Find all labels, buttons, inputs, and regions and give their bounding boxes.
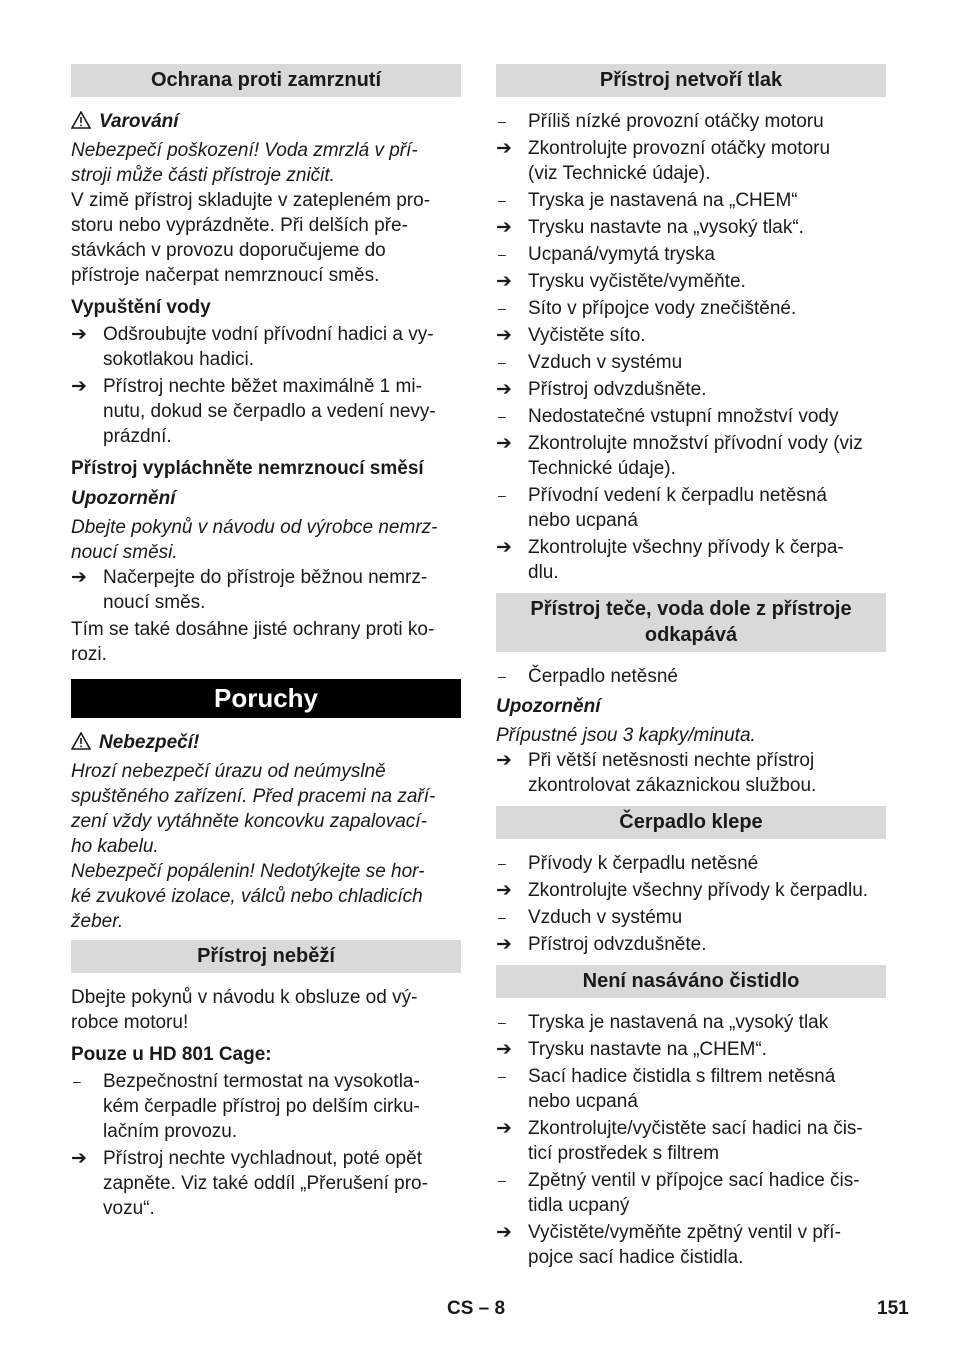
dash-marker: – — [498, 354, 506, 370]
subheading-drain: Vypuštění vody — [71, 297, 211, 318]
list-item — [71, 1146, 461, 1221]
list-item — [496, 377, 886, 402]
text-line: Zpětný ventil v přípojce sací hadice čis- — [528, 1170, 860, 1191]
text-line: Načerpejte do přístroje běžnou nemrz- — [103, 567, 428, 588]
arrow-icon: ➔ — [496, 880, 512, 901]
dash-marker: – — [498, 113, 506, 129]
arrow-icon: ➔ — [496, 934, 512, 955]
list-item — [71, 565, 461, 615]
dash-marker: – — [73, 1073, 81, 1089]
text-line: zapněte. Viz také oddíl „Přerušení pro- — [103, 1173, 428, 1194]
text-line: spuštěného zařízení. Před pracemi na zaří- — [71, 786, 436, 807]
list-item — [496, 664, 886, 689]
arrow-icon: ➔ — [71, 1148, 87, 1169]
text-line: Při větší netěsnosti nechte přístroj — [528, 750, 815, 771]
text-line: Dbejte pokynů v návodu od výrobce nemrz- — [71, 517, 438, 538]
text-line: Zkontrolujte všechny přívody k čerpa- — [528, 537, 844, 558]
text-line: Přístroj odvzdušněte. — [528, 379, 707, 400]
paragraph-corrosion — [71, 617, 461, 667]
arrow-icon: ➔ — [71, 376, 87, 397]
text-line: prázdní. — [103, 426, 172, 447]
list-item — [71, 1069, 461, 1144]
text-line: nutu, dokud se čerpadlo a vedení nevy- — [103, 401, 436, 422]
list-item — [496, 323, 886, 348]
text-line: sokotlakou hadici. — [103, 349, 255, 370]
list-item — [496, 296, 886, 321]
text-line: rozi. — [71, 644, 107, 665]
text-line: Zkontrolujte všechny přívody k čerpadlu. — [528, 880, 869, 901]
text-line: Dbejte pokynů v návodu k obsluze od vý- — [71, 987, 418, 1008]
right-column — [496, 64, 886, 1272]
warning-triangle-icon — [71, 732, 91, 750]
dash-marker: – — [498, 246, 506, 262]
text-line: dlu. — [528, 562, 559, 583]
list-item — [496, 242, 886, 267]
text-line: ticí prostředek s filtrem — [528, 1143, 720, 1164]
text-line: noucí směs. — [103, 592, 206, 613]
text-line: Vyčistěte/vyměňte zpětný ventil v pří- — [528, 1222, 841, 1243]
arrow-icon: ➔ — [496, 217, 512, 238]
note-label: Upozornění — [71, 488, 176, 509]
arrow-icon: ➔ — [496, 1222, 512, 1243]
text-line: Hrozí nebezpečí úrazu od neúmyslně — [71, 761, 386, 782]
footer-section: CS – 8 — [447, 1298, 506, 1319]
danger-label — [71, 730, 461, 755]
text-line: Tryska je nastavená na „CHEM“ — [528, 190, 798, 211]
section-heading-frost: Ochrana proti zamrznutí — [71, 64, 461, 97]
text-line: Vzduch v systému — [528, 907, 683, 928]
text-line: Trysku vyčistěte/vyměňte. — [528, 271, 746, 292]
arrow-icon: ➔ — [71, 567, 87, 588]
text-line: Nedostatečné vstupní množství vody — [528, 406, 839, 427]
list-item — [71, 322, 461, 372]
text-line: odkapává — [644, 624, 738, 646]
text-line: Zkontrolujte množství přívodní vody (viz — [528, 433, 863, 454]
text-line: Tryska je nastavená na „vysoký tlak — [528, 1012, 829, 1033]
chapter-heading-faults: Poruchy — [71, 679, 461, 718]
list-item — [496, 404, 886, 429]
text-line: stávkách v provozu doporučujeme do — [71, 240, 386, 261]
danger-text — [71, 759, 461, 934]
list-item — [496, 1010, 886, 1035]
arrow-icon: ➔ — [496, 537, 512, 558]
text-line: nebo ucpaná — [528, 510, 638, 531]
text-line: V zimě přístroj skladujte v zatepleném pro- — [71, 190, 431, 211]
text-line: noucí směsi. — [71, 542, 178, 563]
arrow-icon: ➔ — [496, 1039, 512, 1060]
list-item — [496, 269, 886, 294]
list-item — [496, 215, 886, 240]
text-line: Trysku nastavte na „vysoký tlak“. — [528, 217, 804, 238]
text-line: Síto v přípojce vody znečištěné. — [528, 298, 797, 319]
list-item — [496, 905, 886, 930]
page-number: 151 — [877, 1298, 909, 1319]
text-line: Přístroj nechte vychladnout, poté opět — [103, 1148, 422, 1169]
arrow-icon: ➔ — [496, 271, 512, 292]
paragraph-storage — [71, 188, 461, 288]
text-line: Technické údaje). — [528, 458, 676, 479]
arrow-icon: ➔ — [496, 379, 512, 400]
arrow-icon: ➔ — [496, 138, 512, 159]
text-line: Zkontrolujte/vyčistěte sací hadici na čis- — [528, 1118, 863, 1139]
text-line: storu nebo vyprázdněte. Při delších pře- — [71, 215, 408, 236]
dash-marker: – — [498, 408, 506, 424]
left-column — [71, 64, 461, 1223]
list-item — [496, 535, 886, 585]
danger-label-text: Nebezpečí! — [99, 732, 200, 753]
text-line: zkontrolovat zákaznickou službou. — [528, 775, 817, 796]
section-heading-not-running: Přístroj neběží — [71, 940, 461, 973]
text-line: pojce sací hadice čistidla. — [528, 1247, 744, 1268]
text-line: kém čerpadle přístroj po delším cirku- — [103, 1096, 420, 1117]
dash-marker: – — [498, 668, 506, 684]
list-item — [496, 1220, 886, 1270]
text-line: Přívody k čerpadlu netěsné — [528, 853, 759, 874]
warning-label — [71, 109, 461, 134]
subheading-hd801: Pouze u HD 801 Cage: — [71, 1044, 272, 1065]
arrow-icon: ➔ — [71, 324, 87, 345]
text-line: vozu“. — [103, 1198, 155, 1219]
arrow-icon: ➔ — [496, 433, 512, 454]
list-pump-knocks — [496, 851, 886, 957]
text-line: žeber. — [71, 911, 124, 932]
list-item — [496, 350, 886, 375]
list-item — [71, 374, 461, 449]
arrow-icon: ➔ — [496, 325, 512, 346]
list-item — [496, 188, 886, 213]
note-text — [71, 515, 461, 565]
list-item — [496, 109, 886, 134]
list-item — [496, 932, 886, 957]
list-no-detergent — [496, 1010, 886, 1270]
dash-marker: – — [498, 1014, 506, 1030]
dash-marker: – — [498, 1068, 506, 1084]
text-line: Vyčistěte síto. — [528, 325, 646, 346]
text-line: Přívodní vedení k čerpadlu netěsná — [528, 485, 827, 506]
text-line: Nebezpečí popálenin! Nedotýkejte se hor- — [71, 861, 425, 882]
list-item — [496, 483, 886, 533]
section-heading-no-detergent: Není nasáváno čistidlo — [496, 965, 886, 998]
list-item — [496, 1168, 886, 1218]
text-line: Příliš nízké provozní otáčky motoru — [528, 111, 824, 132]
text-line: ké zvukové izolace, válců nebo chladicích — [71, 886, 423, 907]
list-no-pressure — [496, 109, 886, 585]
text-line: Trysku nastavte na „CHEM“. — [528, 1039, 767, 1060]
list-item — [496, 878, 886, 903]
text-line: Ucpaná/vymytá tryska — [528, 244, 715, 265]
text-line: zení vždy vytáhněte koncovku zapalovací- — [71, 811, 427, 832]
list-item — [496, 851, 886, 876]
text-line: stroji může části přístroje zničit. — [71, 165, 335, 186]
text-line: Čerpadlo netěsné — [528, 666, 678, 687]
text-line: Nebezpečí poškození! Voda zmrzlá v pří- — [71, 140, 418, 161]
dash-marker: – — [498, 192, 506, 208]
text-line: Sací hadice čistidla s filtrem netěsná — [528, 1066, 836, 1087]
text-line: Bezpečnostní termostat na vysokotla- — [103, 1071, 420, 1092]
text-line: Zkontrolujte provozní otáčky motoru — [528, 138, 831, 159]
text-line: lačním provozu. — [103, 1121, 238, 1142]
text-line: ho kabelu. — [71, 836, 159, 857]
subheading-flush: Přístroj vypláchněte nemrznoucí směsí — [71, 458, 424, 479]
dash-marker: – — [498, 855, 506, 871]
list-item — [496, 431, 886, 481]
dash-marker: – — [498, 300, 506, 316]
text-line: (viz Technické údaje). — [528, 163, 711, 184]
text-line: tidla ucpaný — [528, 1195, 630, 1216]
text-line: přístroje načerpat nemrznoucí směs. — [71, 265, 380, 286]
warning-triangle-icon — [71, 111, 91, 129]
warning-label-text: Varování — [99, 111, 179, 132]
dash-marker: – — [498, 487, 506, 503]
dash-marker: – — [498, 1172, 506, 1188]
list-item — [496, 748, 886, 798]
paragraph-motor — [71, 985, 461, 1035]
section-heading-pump-knocks: Čerpadlo klepe — [496, 806, 886, 839]
list-item — [496, 1064, 886, 1114]
text-line: Vzduch v systému — [528, 352, 683, 373]
section-heading-no-pressure: Přístroj netvoří tlak — [496, 64, 886, 97]
list-item — [496, 1037, 886, 1062]
text-line: Tím se také dosáhne jisté ochrany proti ko- — [71, 619, 435, 640]
dash-marker: – — [498, 909, 506, 925]
text-line: Přístroj nechte běžet maximálně 1 mi- — [103, 376, 422, 397]
text-line: Odšroubujte vodní přívodní hadici a vy- — [103, 324, 434, 345]
arrow-icon: ➔ — [496, 1118, 512, 1139]
note-label: Upozornění — [496, 696, 601, 717]
arrow-icon: ➔ — [496, 750, 512, 771]
text-line: Přístroj teče, voda dole z přístroje — [530, 598, 852, 620]
text-line: Přístroj odvzdušněte. — [528, 934, 707, 955]
list-item — [496, 1116, 886, 1166]
list-item — [496, 136, 886, 186]
section-heading-leaking — [496, 593, 886, 652]
text-line: robce motoru! — [71, 1012, 189, 1033]
note-text: Přípustné jsou 3 kapky/minuta. — [496, 725, 756, 746]
warning-text — [71, 138, 461, 188]
text-line: nebo ucpaná — [528, 1091, 638, 1112]
